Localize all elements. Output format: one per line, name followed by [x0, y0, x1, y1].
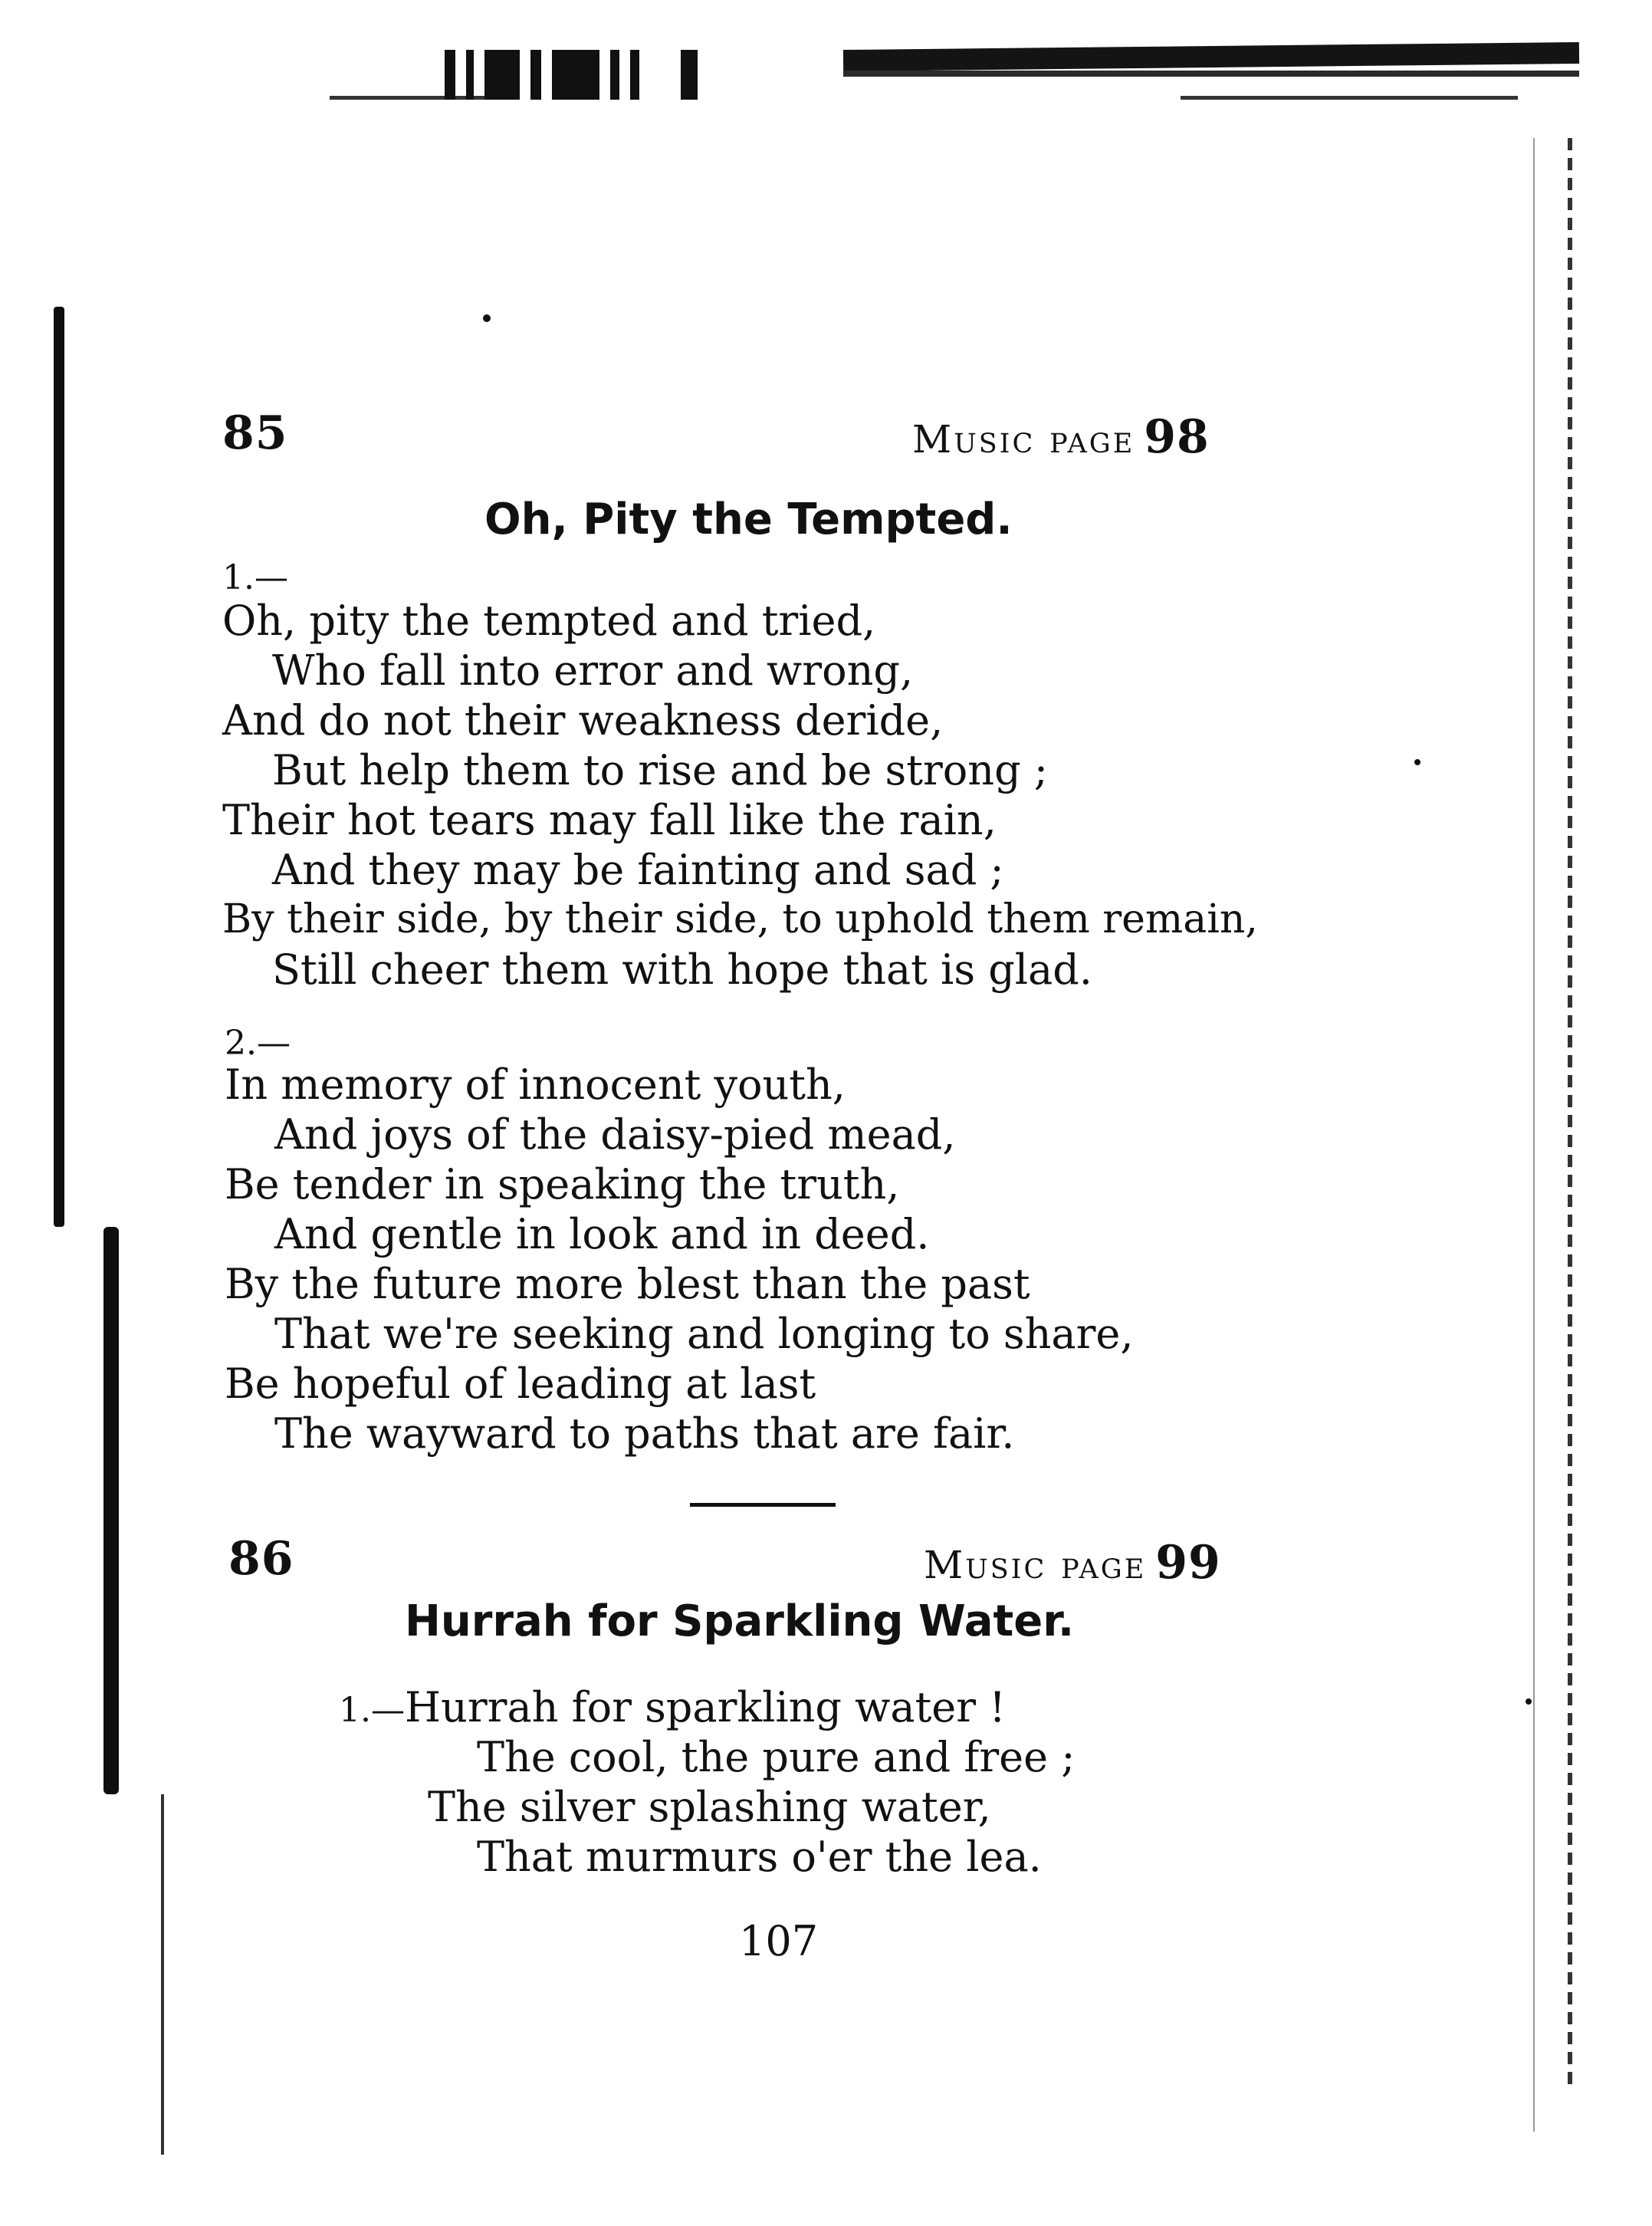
- scan-spine-shadow: [103, 1227, 119, 1794]
- hymn-title: Oh, Pity the Tempted.: [484, 495, 1013, 544]
- ink-speck: [1414, 759, 1420, 765]
- verse-line: And do not their weakness deride,: [222, 696, 944, 745]
- music-page-number: 99: [1155, 1536, 1221, 1590]
- verse-line: The cool, the pure and free ;: [477, 1733, 1076, 1781]
- scan-edge-bar: [843, 71, 1579, 77]
- verse-line: Be tender in speaking the truth,: [225, 1160, 900, 1208]
- verse-line: In memory of innocent youth,: [225, 1060, 846, 1109]
- verse-line: That we're seeking and longing to share,: [274, 1310, 1134, 1358]
- scan-dash: [1181, 96, 1518, 100]
- verse-line: By the future more blest than the past: [225, 1260, 1030, 1308]
- verse-line: The wayward to paths that are fair.: [274, 1409, 1015, 1458]
- verse-line-text: Hurrah for sparkling water !: [404, 1683, 1006, 1731]
- music-page-label: Music page: [912, 417, 1135, 462]
- verse-label: 1.—: [339, 1691, 405, 1730]
- music-page-label: Music page: [924, 1543, 1147, 1587]
- verse-line: Still cheer them with hope that is glad.: [272, 945, 1092, 994]
- music-page-number: 98: [1144, 410, 1210, 464]
- verse-line: But help them to rise and be strong ;: [272, 746, 1048, 794]
- page-number: 107: [739, 1917, 819, 1965]
- verse-line: Oh, pity the tempted and tried,: [222, 597, 876, 645]
- music-page-ref: [924, 1536, 1221, 1590]
- hymn-number: 85: [222, 406, 288, 460]
- verse-line: By their side, by their side, to uphold them remain,: [222, 896, 1258, 942]
- scan-edge-bar: [843, 42, 1579, 71]
- verse-line: And gentle in look and in deed.: [274, 1210, 930, 1258]
- section-divider: [690, 1503, 836, 1507]
- scan-right-edge: [1533, 138, 1535, 2132]
- verse-line: Be hopeful of leading at last: [225, 1360, 816, 1408]
- hymn-title: Hurrah for Sparkling Water.: [405, 1596, 1075, 1646]
- verse-label: 1.—: [222, 558, 288, 597]
- ink-speck: [1526, 1698, 1532, 1705]
- verse-line: [339, 1683, 1006, 1731]
- verse-line: And joys of the daisy-pied mead,: [274, 1110, 956, 1159]
- verse-line: The silver splashing water,: [428, 1783, 991, 1831]
- verse-line: Who fall into error and wrong,: [272, 646, 914, 695]
- verse-label: 2.—: [225, 1024, 291, 1063]
- verse-line: And they may be fainting and sad ;: [272, 846, 1004, 894]
- scan-spine-shadow: [54, 307, 64, 1227]
- verse-line: Their hot tears may fall like the rain,: [222, 796, 997, 844]
- hymn-number: 86: [228, 1532, 294, 1586]
- verse-line: That murmurs o'er the lea.: [477, 1833, 1042, 1881]
- music-page-ref: [912, 410, 1210, 464]
- scan-right-edge: [1568, 138, 1572, 2086]
- scan-spine-shadow: [161, 1794, 164, 2155]
- library-barcode: [445, 46, 698, 100]
- ink-speck: [483, 314, 491, 322]
